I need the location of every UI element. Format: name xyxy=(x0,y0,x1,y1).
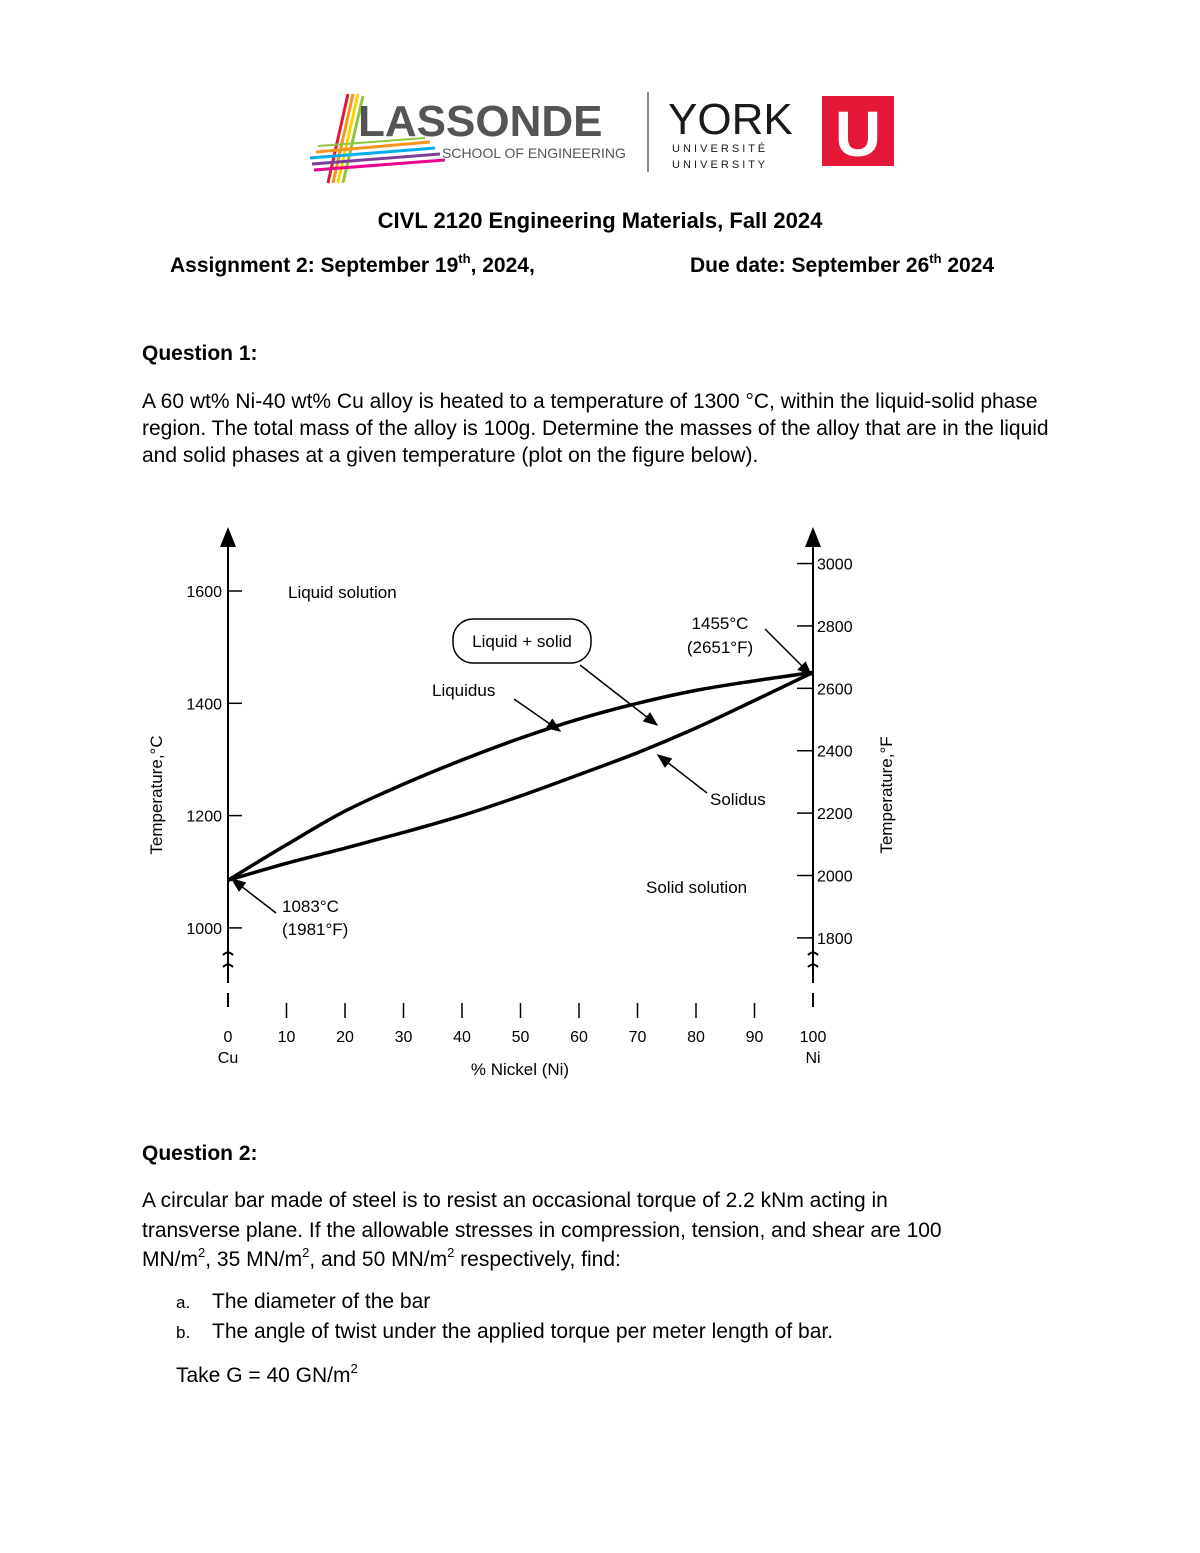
x-tick-label: 60 xyxy=(570,1029,588,1046)
x-tick-label: 0 xyxy=(223,1029,233,1046)
question-2-heading: Question 2: xyxy=(142,1142,258,1165)
x-end-label-ni: Ni xyxy=(805,1050,821,1067)
question-2-list xyxy=(176,1290,833,1350)
label-solid-solution: Solid solution xyxy=(646,878,748,897)
x-tick-label: 10 xyxy=(277,1029,296,1046)
liquidus-arrow xyxy=(514,699,560,731)
question-2-line-1: A circular bar made of steel is to resist an occasional torque of 2.2 kNm acting in xyxy=(142,1189,888,1212)
y2-tick-label: 2600 xyxy=(817,681,853,699)
lassonde-wordmark: LASSONDE xyxy=(358,97,603,146)
x-axis-title: % Nickel (Ni) xyxy=(470,1060,570,1079)
label-liquid-solution: Liquid solution xyxy=(288,583,397,602)
york-universite: U N I V E R S I T É xyxy=(672,143,766,155)
y2-tick-label: 2000 xyxy=(817,868,853,886)
label-liquidus: Liquidus xyxy=(432,681,496,700)
label-ni-melt-f: (2651°F) xyxy=(686,638,754,657)
x-end-label-cu: Cu xyxy=(217,1050,239,1067)
course-title: CIVL 2120 Engineering Materials, Fall 2024 xyxy=(377,208,823,233)
y-axis-title: Temperature,°C xyxy=(147,735,166,855)
list-text: The angle of twist under the applied torque per meter length of bar. xyxy=(212,1320,834,1343)
x-tick-label: 30 xyxy=(394,1029,413,1046)
label-ni-melt-c: 1455°C xyxy=(691,614,749,633)
x-tick-label: 70 xyxy=(628,1029,647,1046)
x-tick-label: 80 xyxy=(687,1029,705,1046)
y-tick-label: 1000 xyxy=(186,920,222,938)
x-tick-label: 20 xyxy=(336,1029,354,1046)
question-1-body: A 60 wt% Ni-40 wt% Cu alloy is heated to a temperature of 1300 °C, within the liquid-solid phase region. The total mass of the alloy is 100g. Determine the masses of the alloy that are in the liquid and solid phases at a given temperature (plot on the figure below). xyxy=(142,390,1049,467)
solidus-arrow xyxy=(658,755,707,793)
list-marker: a. xyxy=(176,1293,191,1312)
cu-melt-arrow xyxy=(232,879,276,913)
y-tick-label: 1400 xyxy=(186,696,222,714)
y2-tick-label: 2800 xyxy=(817,618,853,636)
x-tick-label: 100 xyxy=(799,1029,827,1046)
y-tick-label: 1200 xyxy=(186,808,222,826)
y2-axis-title: Temperature,°F xyxy=(877,736,896,854)
lassonde-subtitle: SCHOOL OF ENGINEERING xyxy=(442,145,626,161)
question-2-line-2: transverse plane. If the allowable stresses in compression, tension, and shear are 100 xyxy=(142,1218,942,1242)
york-u-letter: U xyxy=(834,98,882,170)
assignment-date: Assignment 2: September 19th, 2024, xyxy=(170,250,535,277)
question-1-heading: Question 1: xyxy=(142,342,258,365)
label-liquid-solid: Liquid + solid xyxy=(472,632,572,651)
list-marker: b. xyxy=(176,1323,191,1342)
y2-tick-label: 2400 xyxy=(817,743,853,761)
x-tick-label: 90 xyxy=(745,1029,764,1046)
label-solidus: Solidus xyxy=(710,790,766,809)
list-item xyxy=(176,1290,833,1320)
header-logos xyxy=(300,88,900,188)
x-tick-label: 40 xyxy=(453,1029,471,1046)
york-wordmark: YORK xyxy=(668,95,793,144)
y2-tick-label: 2200 xyxy=(817,806,853,824)
label-cu-melt-c: 1083°C xyxy=(282,897,339,916)
y2-tick-label: 1800 xyxy=(817,930,853,948)
list-text: The diameter of the bar xyxy=(212,1290,431,1313)
list-item xyxy=(176,1320,833,1350)
question-2-body xyxy=(142,1186,1072,1275)
phase-diagram xyxy=(130,515,920,1090)
y-tick-label: 1600 xyxy=(186,584,222,601)
x-tick-label: 50 xyxy=(511,1029,530,1046)
york-university: U N I V E R S I T Y xyxy=(672,159,765,171)
ni-melt-arrow xyxy=(765,629,811,675)
label-cu-melt-f: (1981°F) xyxy=(282,920,349,939)
given-modulus: Take G = 40 $GN/m^2$ xyxy=(176,1360,358,1387)
question-2-line-3: $MN/m^2$, 35 $MN/m^2$, and 50 $MN/m^2$ respectively, find: xyxy=(142,1244,621,1271)
due-date: Due date: September 26th 2024 xyxy=(690,250,995,277)
y2-tick-label: 3000 xyxy=(817,556,853,574)
